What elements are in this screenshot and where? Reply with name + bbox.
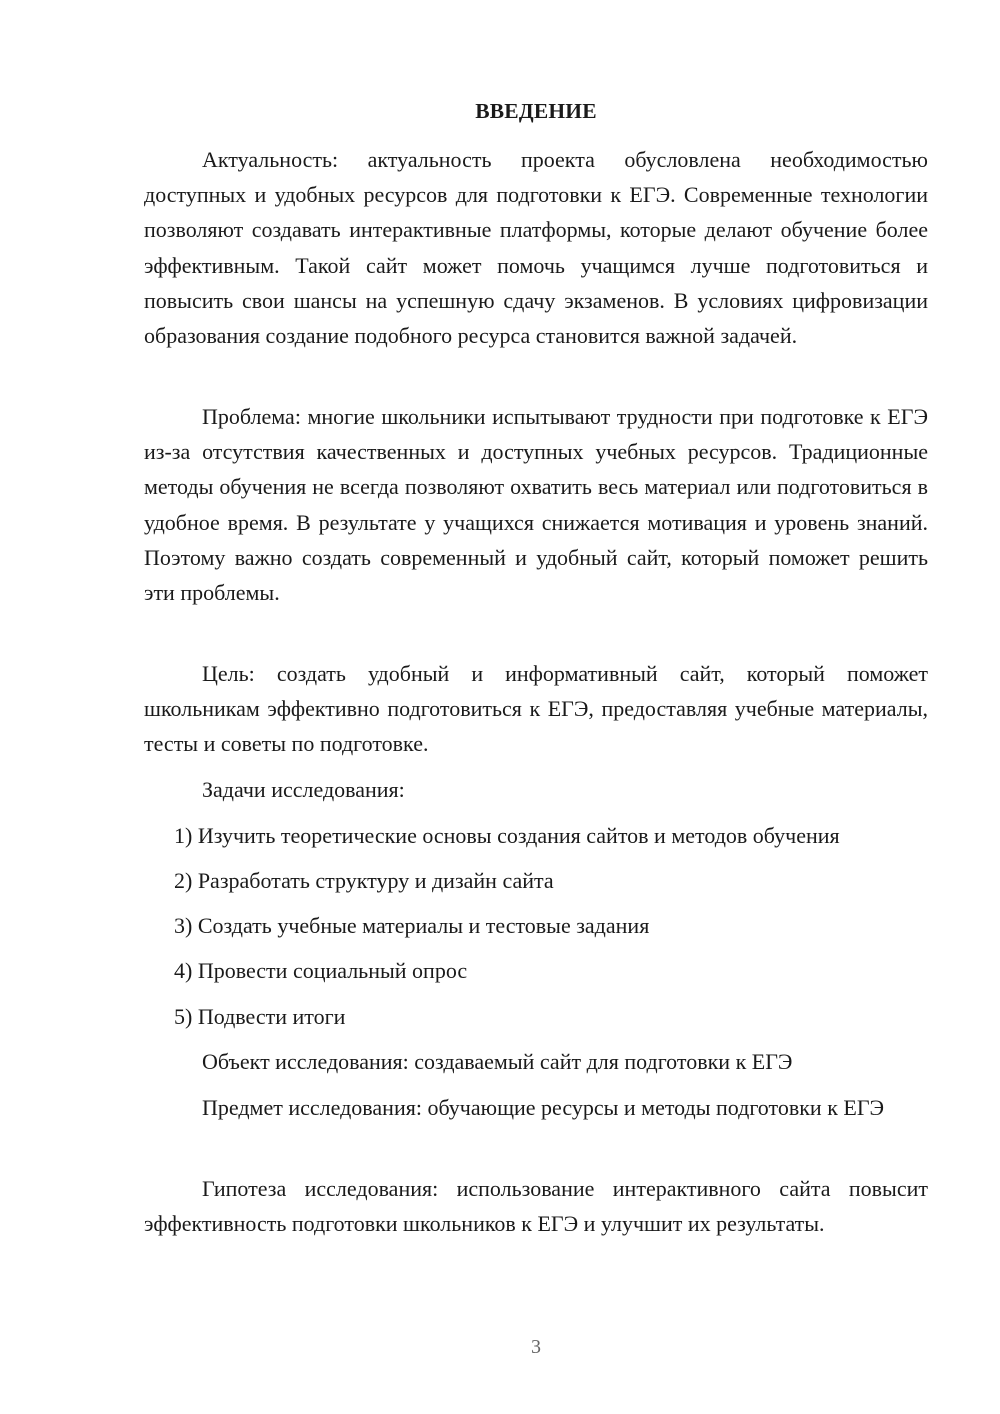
list-item: 5) Подвести итоги xyxy=(174,1004,346,1029)
problem-paragraph: Проблема: многие школьники испытывают трудности при подготовке к ЕГЭ из-за отсутствия качественных и доступных учебных ресурсов. Традиционные методы обучения не всегда позволяют охватить весь материал или подготовиться в удобное время. В результате у учащихся снижается мотивация и уровень знаний. Поэтому важно создать современный и удобный сайт, который поможет решить эти проблемы. xyxy=(144,404,928,606)
tasks-title: Задачи исследования: xyxy=(202,777,405,802)
object-paragraph: Объект исследования: создаваемый сайт для подготовки к ЕГЭ xyxy=(202,1049,793,1074)
page-title: ВВЕДЕНИЕ xyxy=(475,99,597,123)
goal-paragraph: Цель: создать удобный и информативный сайт, который поможет школьникам эффективно подготовиться к ЕГЭ, предоставляя учебные материалы, тесты и советы по подготовке. xyxy=(144,661,928,757)
hypothesis-paragraph: Гипотеза исследования: использование интерактивного сайта повысит эффективность подготовки школьников к ЕГЭ и улучшит их результаты. xyxy=(144,1176,928,1237)
relevance-paragraph: Актуальность: актуальность проекта обусловлена необходимостью доступных и удобных ресурсов для подготовки к ЕГЭ. Современные технологии позволяют создавать интерактивные платформы, которые делают обучение более эффективным. Такой сайт может помочь учащимся лучше подготовиться и повысить свои шансы на успешную сдачу экзаменов. В условиях цифровизации образования создание подобного ресурса становится важной задачей. xyxy=(144,147,928,349)
list-item: 1) Изучить теоретические основы создания сайтов и методов обучения xyxy=(174,823,840,848)
list-item: 4) Провести социальный опрос xyxy=(174,958,468,983)
list-item: 3) Создать учебные материалы и тестовые задания xyxy=(174,913,650,938)
subject-paragraph: Предмет исследования: обучающие ресурсы и методы подготовки к ЕГЭ xyxy=(202,1095,885,1120)
page-number: 3 xyxy=(531,1336,541,1358)
document-page xyxy=(144,0,928,1414)
list-item: 2) Разработать структуру и дизайн сайта xyxy=(174,868,554,893)
